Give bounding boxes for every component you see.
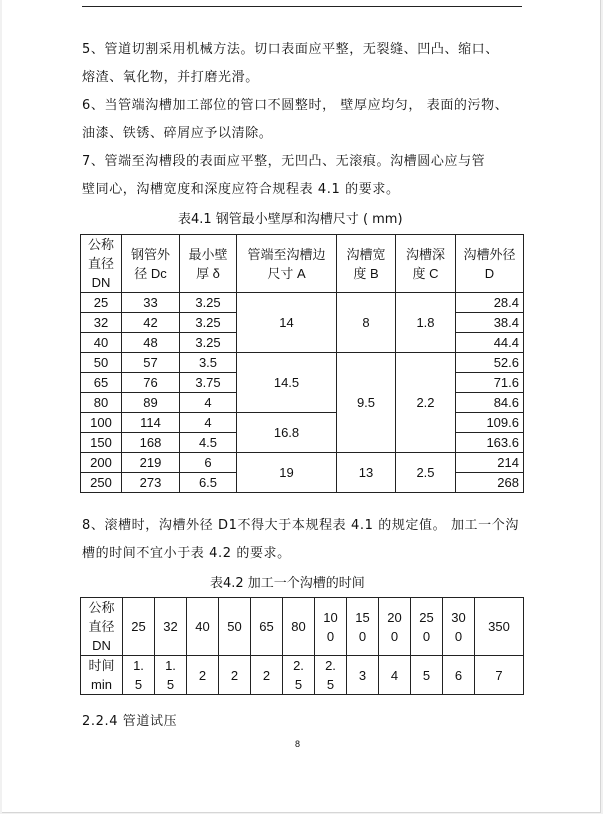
cell-time: 6 [443, 656, 475, 695]
cell-dn: 200 [81, 453, 122, 473]
cell-c: 1.8 [396, 293, 456, 353]
cell-a: 14 [237, 293, 337, 353]
cell-time: 1. 5 [123, 656, 155, 695]
table-4-2 [80, 597, 524, 695]
cell-od: 76 [122, 373, 180, 393]
cell-od: 42 [122, 313, 180, 333]
cell-d: 84.6 [456, 393, 524, 413]
cell-time: 3 [347, 656, 379, 695]
cell-dn: 350 [475, 598, 524, 656]
cell-wall: 3.25 [180, 333, 237, 353]
cell-wall: 3.75 [180, 373, 237, 393]
header-groove-od: 沟槽外径 D [456, 235, 524, 293]
table2-dn-row [81, 598, 524, 656]
header-groove-depth: 沟槽深 度 C [396, 235, 456, 293]
cell-dn: 32 [155, 598, 187, 656]
cell-dn: 40 [81, 333, 122, 353]
cell-time: 2 [219, 656, 251, 695]
cell-time: 1. 5 [155, 656, 187, 695]
cell-wall: 4 [180, 393, 237, 413]
cell-time: 2 [251, 656, 283, 695]
cell-dn: 150 [81, 433, 122, 453]
cell-d: 163.6 [456, 433, 524, 453]
cell-dn: 50 [219, 598, 251, 656]
cell-od: 219 [122, 453, 180, 473]
header-outer-diameter: 钢管外 径 Dc [122, 235, 180, 293]
paragraph-7-line1: 7、管端至沟槽段的表面应平整，无凹凸、无滚痕。沟槽圆心应与管 [82, 154, 486, 169]
cell-time: 2 [187, 656, 219, 695]
table2-time-row [81, 656, 524, 695]
cell-dn: 80 [283, 598, 315, 656]
header-groove-width: 沟槽宽 度 B [337, 235, 396, 293]
cell-dn: 30 0 [443, 598, 475, 656]
cell-dn: 65 [81, 373, 122, 393]
cell-dn: 10 0 [315, 598, 347, 656]
cell-dn: 15 0 [347, 598, 379, 656]
cell-dn: 100 [81, 413, 122, 433]
cell-a: 19 [237, 453, 337, 493]
paragraph-6-line1: 6、当管端沟槽加工部位的管口不圆整时， 壁厚应均匀， 表面的污物、 [82, 98, 509, 113]
cell-od: 114 [122, 413, 180, 433]
cell-od: 48 [122, 333, 180, 353]
cell-time: 2. 5 [315, 656, 347, 695]
header-dn: 公称 直径 DN [81, 235, 122, 293]
cell-d: 214 [456, 453, 524, 473]
cell-od: 33 [122, 293, 180, 313]
document-page [2, 0, 601, 813]
cell-a: 16.8 [237, 413, 337, 453]
cell-a: 14.5 [237, 353, 337, 413]
cell-b: 8 [337, 293, 396, 353]
paragraph-5-line1: 5、管道切割采用机械方法。切口表面应平整，无裂缝、凹凸、缩口、 [82, 42, 499, 57]
cell-dn: 80 [81, 393, 122, 413]
section-heading: 2.2.4 管道试压 [82, 714, 178, 729]
cell-time: 4 [379, 656, 411, 695]
cell-d: 52.6 [456, 353, 524, 373]
cell-wall: 3.5 [180, 353, 237, 373]
cell-d: 71.6 [456, 373, 524, 393]
header-rule [82, 6, 522, 7]
table2-caption: 表4.2 加工一个沟槽的时间 [210, 576, 365, 591]
cell-dn: 40 [187, 598, 219, 656]
cell-c: 2.2 [396, 353, 456, 453]
cell-d: 109.6 [456, 413, 524, 433]
page-number: 8 [295, 739, 301, 749]
cell-dn: 65 [251, 598, 283, 656]
cell-dn: 20 0 [379, 598, 411, 656]
cell-wall: 3.25 [180, 293, 237, 313]
table-row [81, 353, 524, 373]
cell-od: 168 [122, 433, 180, 453]
cell-d: 28.4 [456, 293, 524, 313]
cell-time: 7 [475, 656, 524, 695]
paragraph-5-line2: 熔渣、氧化物，并打磨光滑。 [82, 70, 259, 85]
cell-dn: 25 [123, 598, 155, 656]
table-row [81, 293, 524, 313]
row-label-dn: 公称 直径 DN [81, 598, 123, 656]
cell-b: 13 [337, 453, 396, 493]
table1-caption: 表4.1 钢管最小壁厚和沟槽尺寸 ( mm) [178, 212, 403, 227]
paragraph-6-line2: 油漆、铁锈、碎屑应予以清除。 [82, 126, 273, 141]
cell-wall: 4.5 [180, 433, 237, 453]
cell-od: 273 [122, 473, 180, 493]
cell-dn: 25 0 [411, 598, 443, 656]
cell-wall: 4 [180, 413, 237, 433]
cell-time: 2. 5 [283, 656, 315, 695]
cell-time: 5 [411, 656, 443, 695]
paragraph-7-line2: 壁同心，沟槽宽度和深度应符合规程表 4.1 的要求。 [82, 182, 400, 197]
table-4-1 [80, 234, 524, 493]
cell-wall: 6.5 [180, 473, 237, 493]
cell-dn: 25 [81, 293, 122, 313]
cell-dn: 32 [81, 313, 122, 333]
header-dimension-a: 管端至沟槽边 尺寸 A [237, 235, 337, 293]
cell-dn: 250 [81, 473, 122, 493]
row-label-time: 时间 min [81, 656, 123, 695]
cell-od: 57 [122, 353, 180, 373]
header-min-wall: 最小壁 厚 δ [180, 235, 237, 293]
cell-wall: 6 [180, 453, 237, 473]
table1-header-row [81, 235, 524, 293]
cell-d: 44.4 [456, 333, 524, 353]
table-row [81, 413, 524, 433]
cell-d: 38.4 [456, 313, 524, 333]
cell-b: 9.5 [337, 353, 396, 453]
cell-od: 89 [122, 393, 180, 413]
paragraph-8-line1: 8、滚槽时，沟槽外径 D1不得大于本规程表 4.1 的规定值。 加工一个沟 [82, 518, 519, 533]
cell-dn: 50 [81, 353, 122, 373]
table-row [81, 453, 524, 473]
paragraph-8-line2: 槽的时间不宜小于表 4.2 的要求。 [82, 546, 291, 561]
cell-c: 2.5 [396, 453, 456, 493]
cell-d: 268 [456, 473, 524, 493]
cell-wall: 3.25 [180, 313, 237, 333]
